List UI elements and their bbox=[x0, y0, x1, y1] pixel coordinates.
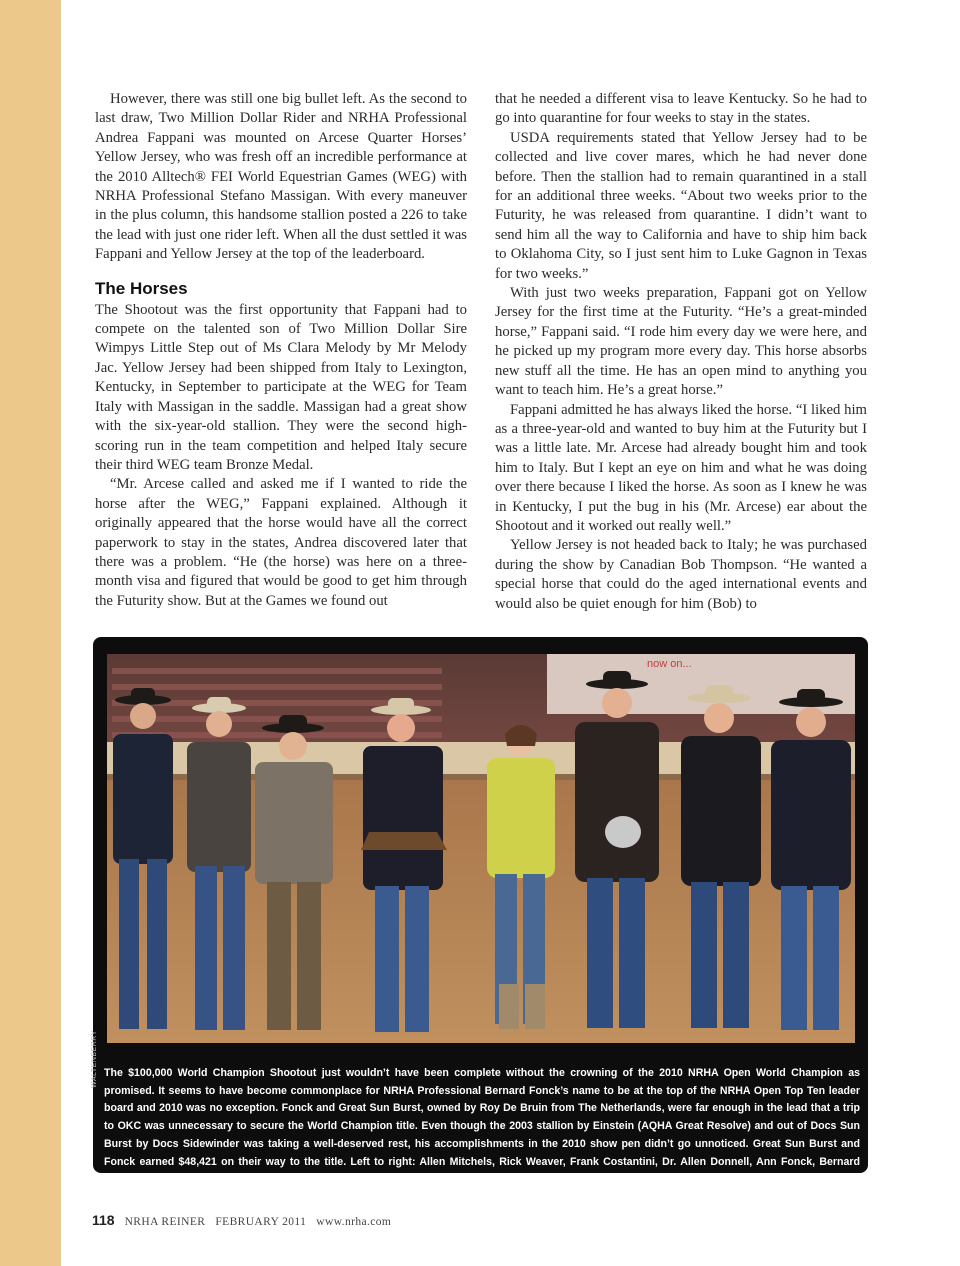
article-paragraph: The Shootout was the first opportunity that Fappani had to compete on the talented son of Two Million Dollar Sire Wimpys Little Step out of Ms Clara Melody by Mr Melody Jac. Yellow Jersey had been shipped from Italy to Lexington, Kentucky, in September to participate at the WEG for Team Italy with Massigan in the saddle. Massigan had a great show with the six-year-old stallion. They were the second high-scoring run in the team competition and helped Italy secure their third WEG team Bronze Medal. bbox=[95, 301, 467, 473]
publication-name: NRHA REINER bbox=[124, 1216, 206, 1228]
photo-credit: WALTENBERRY bbox=[91, 1030, 98, 1088]
article-right-column bbox=[495, 90, 867, 614]
website-link[interactable]: www.nrha.com bbox=[316, 1216, 392, 1228]
background-sign-text: now on... bbox=[647, 658, 692, 670]
article-paragraph: Yellow Jersey is not headed back to Italy; he was purchased during the show by Canadian Bob Thompson. “He wanted a special horse that could do the aged international events and would also be quiet enough for him (Bob) to bbox=[495, 537, 867, 612]
photo-caption: The $100,000 World Champion Shootout just wouldn’t have been complete without the crowning of the 2010 NRHA Open World Champion as promised. It seems to have become commonplace for NRHA Professional Bernard Fonck’s name to be at the top of the NRHA Open Top Ten leader board and 2010 was no exception. Fonck and Great Sun Burst, owned by Roy De Bruin from The Netherlands, were far enough in the lead that a trip to OKC was unnecessary to secure the World Champion title. Even though the 2003 stallion by Einstein (AQHA Great Resolve) and out of Docs Sun Burst by Docs Sidewinder was taking a well-deserved rest, his accomplishments in the 2010 show pen didn’t go unnoticed. Great Sun Burst and Fonck earned $48,421 on their way to the title. Left to right: Allen Mitchels, Rick Weaver, Frank Costantini, Dr. Allen Donnell, Ann Fonck, Bernard Fonck, Ruben Vandorp, and Dan Wall. bbox=[104, 1067, 860, 1186]
article-paragraph: “Mr. Arcese called and asked me if I wanted to ride the horse after the WEG,” Fappani explained. Although it originally appeared that the horse would have all the correct paperwork to stay in the states, Andrea discovered later that there was a problem. “He (the horse) was here on a three-month visa and figured that would be good to get him through the Futurity show. But at the Games we found out bbox=[95, 476, 467, 609]
article-paragraph: However, there was still one big bullet left. As the second to last draw, Two Million Dollar Rider and NRHA Professional Andrea Fappani was mounted on Arcese Quarter Horses’ Yellow Jersey, who was fresh off an incredible performance at the 2010 Alltech® FEI World Equestrian Games (WEG) with NRHA Professional Stefano Massigan. With every maneuver in the plus column, this handsome stallion posted a 226 to take the lead with just one rider left. When all the dust settled it was Fappani and Yellow Jersey at the top of the leaderboard. bbox=[95, 91, 467, 263]
photo-caption-box bbox=[91, 637, 868, 1186]
article-paragraph: that he needed a different visa to leave Kentucky. So he had to go into quarantine for four weeks to stay in the states. bbox=[495, 91, 867, 127]
issue-date: FEBRUARY 2011 bbox=[215, 1216, 307, 1228]
group-photo bbox=[107, 654, 855, 1043]
page-side-stripe bbox=[0, 0, 61, 1266]
page-number: 118 bbox=[92, 1212, 115, 1228]
article-paragraph: With just two weeks preparation, Fappani got on Yellow Jersey for the first time at the Futurity. “He’s a great-minded horse,” Fappani said. “I rode him every day we were here, and he picked up my program more every day. This horse absorbs new stuff all the time. He has an open mind to anything you want to teach him. He’s a great horse.” bbox=[495, 285, 867, 399]
article-left-column bbox=[95, 90, 467, 611]
article-paragraph: Fappani admitted he has always liked the horse. “I liked him as a three-year-old and wanted to buy him at the Futurity but I was a little late. Mr. Arcese had already bought him and took him to Italy. But I kept an eye on him and what he was doing over there because I liked the horse. As soon as I knew he was in Kentucky, I put the bug in his (Mr. Arcese) ear about the Shootout and it worked out really well.” bbox=[495, 401, 867, 534]
section-heading: The Horses bbox=[95, 278, 188, 298]
page-footer bbox=[92, 1212, 391, 1228]
group-photo-illustration bbox=[107, 654, 855, 1043]
article-paragraph: USDA requirements stated that Yellow Jersey had to be collected and live cover mares, which he had never done before. Then the stallion had to remain quarantined in a stall for an additional three weeks. “About two weeks prior to the Futurity, he was released from quarantine. I didn’t want to send him all the way to California and have to ship him back to Oklahoma City, so I just sent him to Luke Gagnon in Texas for two weeks.” bbox=[495, 129, 867, 282]
